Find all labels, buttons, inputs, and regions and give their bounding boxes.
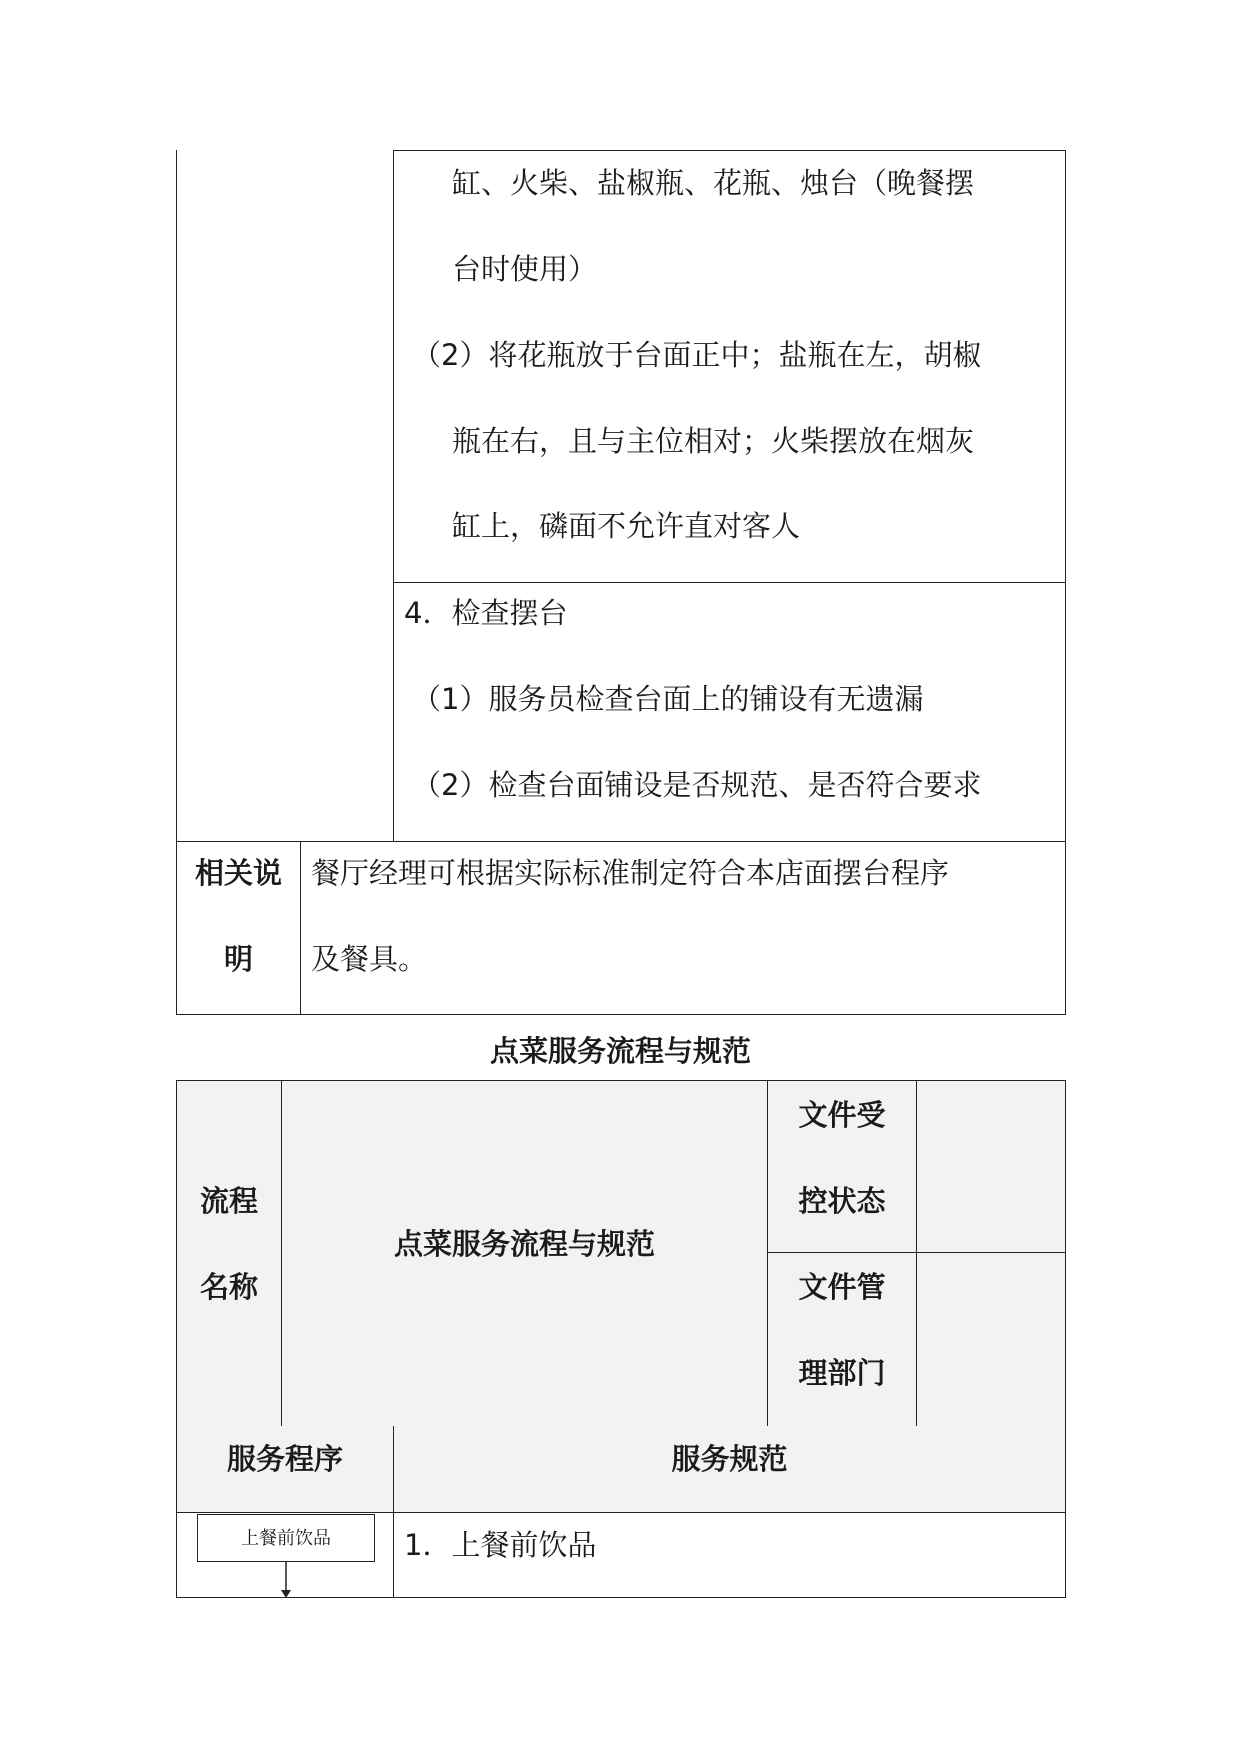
step-title: 4．检查摆台 xyxy=(404,596,568,630)
flow-arrow xyxy=(276,1562,296,1598)
dept-label: 理部门 xyxy=(798,1356,886,1390)
standard-header: 服务规范 xyxy=(671,1442,788,1476)
step-item: （1）服务员检查台面上的铺设有无遗漏 xyxy=(412,682,924,716)
note-label: 明 xyxy=(223,942,253,976)
body-text-line: （2）将花瓶放于台面正中；盐瓶在左，胡椒 xyxy=(412,338,982,372)
step-title: 1．上餐前饮品 xyxy=(404,1528,597,1562)
step-item: （2）检查台面铺设是否规范、是否符合要求 xyxy=(412,768,982,802)
section-title: 点菜服务流程与规范 xyxy=(489,1034,751,1068)
note-label: 相关说 xyxy=(194,856,282,890)
body-text-line: 瓶在右，且与主位相对；火柴摆放在烟灰 xyxy=(452,424,975,458)
procedure-header: 服务程序 xyxy=(226,1442,343,1476)
body-text-line: 缸上，磷面不允许直对客人 xyxy=(452,509,801,543)
dept-value-cell xyxy=(916,1252,1066,1427)
flow-name-label: 名称 xyxy=(199,1270,258,1304)
flow-name-value: 点菜服务流程与规范 xyxy=(393,1227,655,1261)
dept-label: 文件管 xyxy=(798,1270,886,1304)
control-status-value-cell xyxy=(916,1080,1066,1253)
table1-left-column-line xyxy=(176,150,177,842)
flow-box-label: 上餐前饮品 xyxy=(241,1528,331,1549)
body-text-line: 台时使用） xyxy=(452,252,598,286)
flow-name-label: 流程 xyxy=(199,1184,258,1218)
flow-name-label-cell xyxy=(176,1080,282,1427)
control-status-label: 控状态 xyxy=(798,1184,886,1218)
body-text-line: 缸、火柴、盐椒瓶、花瓶、烛台（晚餐摆 xyxy=(452,166,975,200)
control-status-label: 文件受 xyxy=(798,1098,886,1132)
note-text: 及餐具。 xyxy=(311,942,428,976)
note-text: 餐厅经理可根据实际标准制定符合本店面摆台程序 xyxy=(311,856,950,890)
